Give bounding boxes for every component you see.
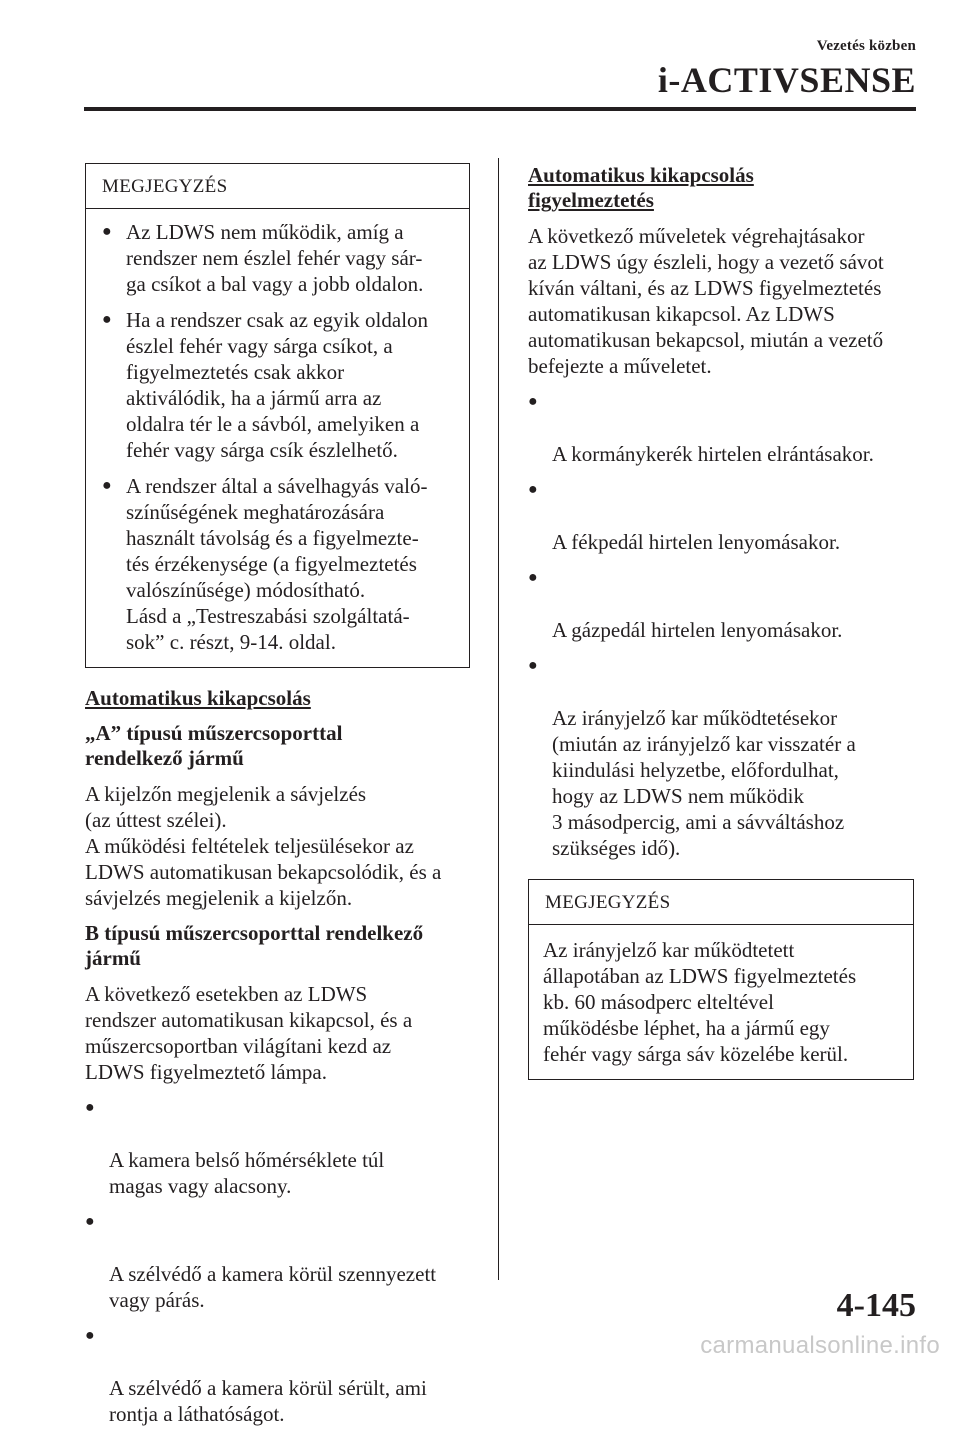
subsection-title-b: B típusú műszercsoporttal rendelkező jármű <box>85 921 424 970</box>
header-section-label: Vezetés közben <box>816 38 916 54</box>
left-column <box>85 163 470 1437</box>
note-heading: MEGJEGYZÉS <box>529 880 913 925</box>
header-rule <box>84 107 916 111</box>
note-box <box>85 163 470 668</box>
note-item: ● Ha a rendszer csak az egyik oldalon észlel fehér vagy sárga csíkot, a figyelmeztetés csak akkor aktiválódik, ha a jármű arra az oldalra tér le a sávból, amelyiken a fehér vagy sárga csík észlelhető. <box>102 308 429 462</box>
note-box <box>528 879 914 1080</box>
bullet-icon: ● <box>102 223 112 240</box>
list-item: ● A kormánykerék hirtelen elrántásakor. <box>528 389 914 467</box>
list-item: ● A kamera belső hőmérséklete túl magas vagy alacsony. <box>85 1095 470 1199</box>
paragraph: A következő műveletek végrehajtásakor az LDWS úgy észleli, hogy a vezető sávot kíván váltani, és az LDWS figyelmeztetés automatikusan kikapcsol. Az LDWS automatikusan bekapcsol, miután a vezető befejezte a műveletet. <box>528 224 884 378</box>
list-item: ● A szélvédő a kamera körül szennyezett vagy párás. <box>85 1209 470 1313</box>
note-heading: MEGJEGYZÉS <box>86 164 469 209</box>
section-title: Automatikus kikapcsolás <box>85 686 311 710</box>
bullet-icon: ● <box>85 1327 95 1344</box>
bullet-icon: ● <box>528 481 538 498</box>
note-body <box>529 925 913 1079</box>
page-number: 4-145 <box>836 1287 916 1324</box>
note-body <box>86 209 469 667</box>
bullet-icon: ● <box>102 311 112 328</box>
bullet-icon: ● <box>528 657 538 674</box>
paragraph: A következő esetekben az LDWS rendszer automatikusan kikapcsol, és a műszercsoportban világítani kezd az LDWS figyelmeztető lámpa. <box>85 982 413 1084</box>
note-item: ● Az LDWS nem működik, amíg a rendszer nem észlel fehér vagy sár- ga csíkot a bal vagy a jobb oldalon. <box>102 220 424 296</box>
bullet-icon: ● <box>102 477 112 494</box>
paragraph: A kijelzőn megjelenik a sávjelzés (az úttest szélei). A működési feltételek teljesülésekor az LDWS automatikusan bekapcsolódik, és a sávjelzés megjelenik a kijelzőn. <box>85 782 442 910</box>
right-column <box>528 163 914 1080</box>
bullet-icon: ● <box>85 1213 95 1230</box>
note-item: ● A rendszer által a sávelhagyás való- színűségének meghatározására használt távolság és a figyelmezte- tés érzékenysége (a figyelmeztetés valószínűsége) módosítható. Lásd a „Testreszabási szolgáltatá- sok” c. részt, 9-14. oldal. <box>102 474 428 654</box>
list-item: ● A gázpedál hirtelen lenyomásakor. <box>528 565 914 643</box>
subsection-title-a: „A” típusú műszercsoporttal rendelkező jármű <box>85 721 343 770</box>
section-title: Automatikus kikapcsolás figyelmeztetés <box>528 163 754 212</box>
bullet-icon: ● <box>528 393 538 410</box>
column-divider <box>498 158 499 1280</box>
list-item: ● A fékpedál hirtelen lenyomásakor. <box>528 477 914 555</box>
watermark: carmanualsonline.info <box>700 1332 940 1359</box>
list-item: ● A szélvédő a kamera körül sérült, ami rontja a láthatóságot. <box>85 1323 470 1427</box>
bullet-icon: ● <box>528 569 538 586</box>
bullet-icon: ● <box>85 1099 95 1116</box>
page-title: i-ACTIVSENSE <box>657 60 916 100</box>
list-item: ● Az irányjelző kar működtetésekor (miután az irányjelző kar visszatér a kiindulási helyzetbe, előfordulhat, hogy az LDWS nem működik 3 másodpercig, ami a sávváltáshoz szükséges idő). <box>528 653 914 861</box>
note-text: Az irányjelző kar működtetett állapotában az LDWS figyelmeztetés kb. 60 másodperc elteltével működésbe léphet, ha a jármű egy fehér vagy sárga sáv közelébe kerül. <box>543 938 857 1066</box>
